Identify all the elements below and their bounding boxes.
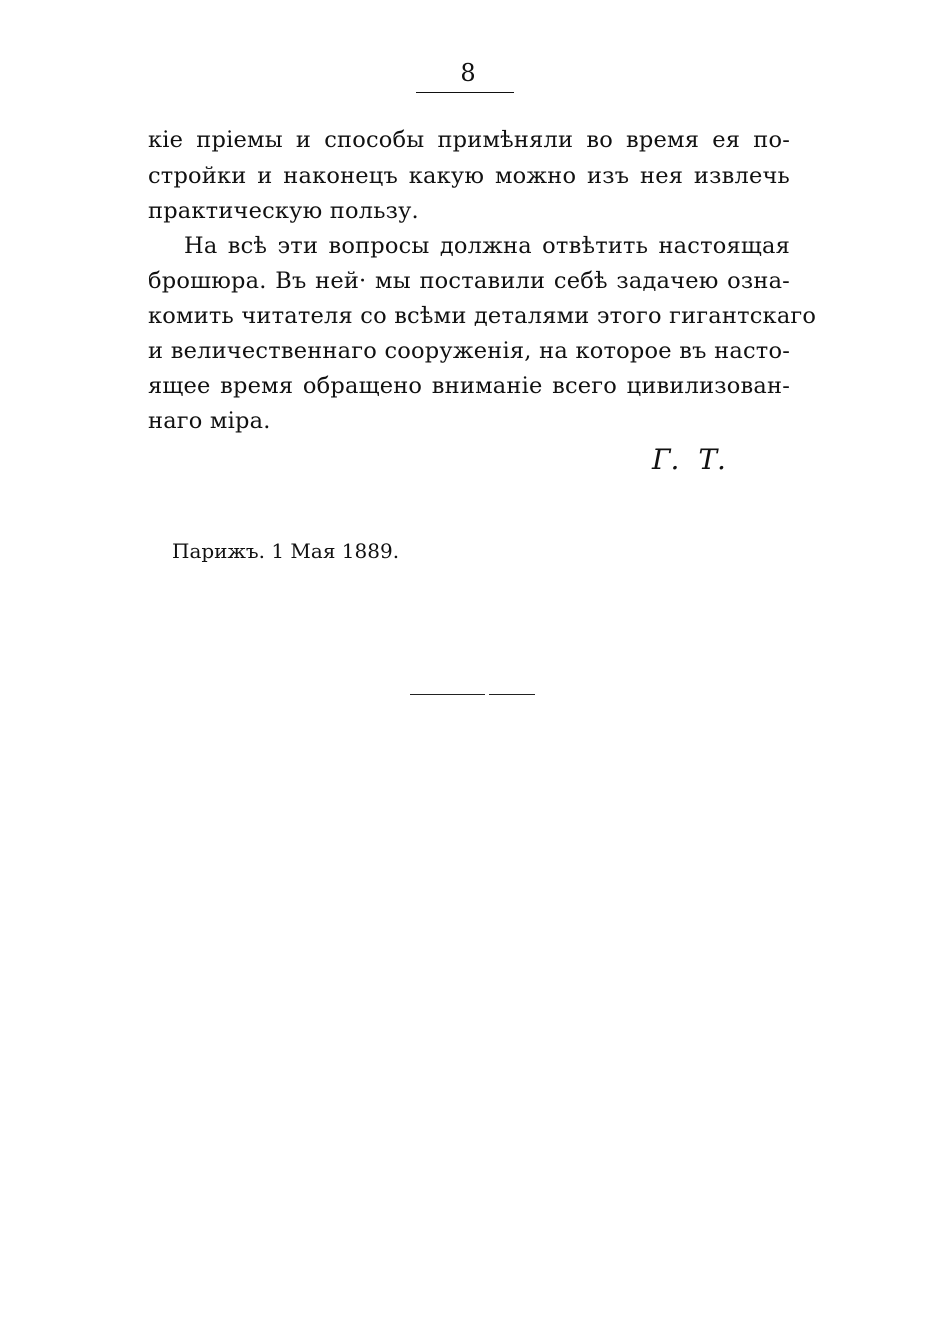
signature: Г. Т. <box>652 443 726 476</box>
end-rule <box>410 694 485 695</box>
text-line: На всѣ эти вопросы должна отвѣтить настоящая <box>184 233 790 259</box>
text-line: практическую пользу. <box>148 198 419 224</box>
text-line: ящее время обращено вниманіе всего цивилизован- <box>148 373 790 399</box>
text-line: кіе пріемы и способы примѣняли во время ея по- <box>148 127 790 153</box>
text-line: стройки и наконецъ какую можно изъ нея извлечь <box>148 163 790 189</box>
dateline: Парижъ. 1 Мая 1889. <box>172 539 400 563</box>
text-line: наго міра. <box>148 408 271 434</box>
page-number: 8 <box>460 59 476 87</box>
end-rule <box>489 694 535 695</box>
text-line: и величественнаго сооруженія, на которое въ насто- <box>148 338 790 364</box>
text-line: комить читателя со всѣми деталями этого гигантскаго <box>148 303 817 329</box>
page-number-rule <box>416 92 514 93</box>
text-line: брошюра. Въ ней· мы поставили себѣ задачею озна- <box>148 268 790 294</box>
